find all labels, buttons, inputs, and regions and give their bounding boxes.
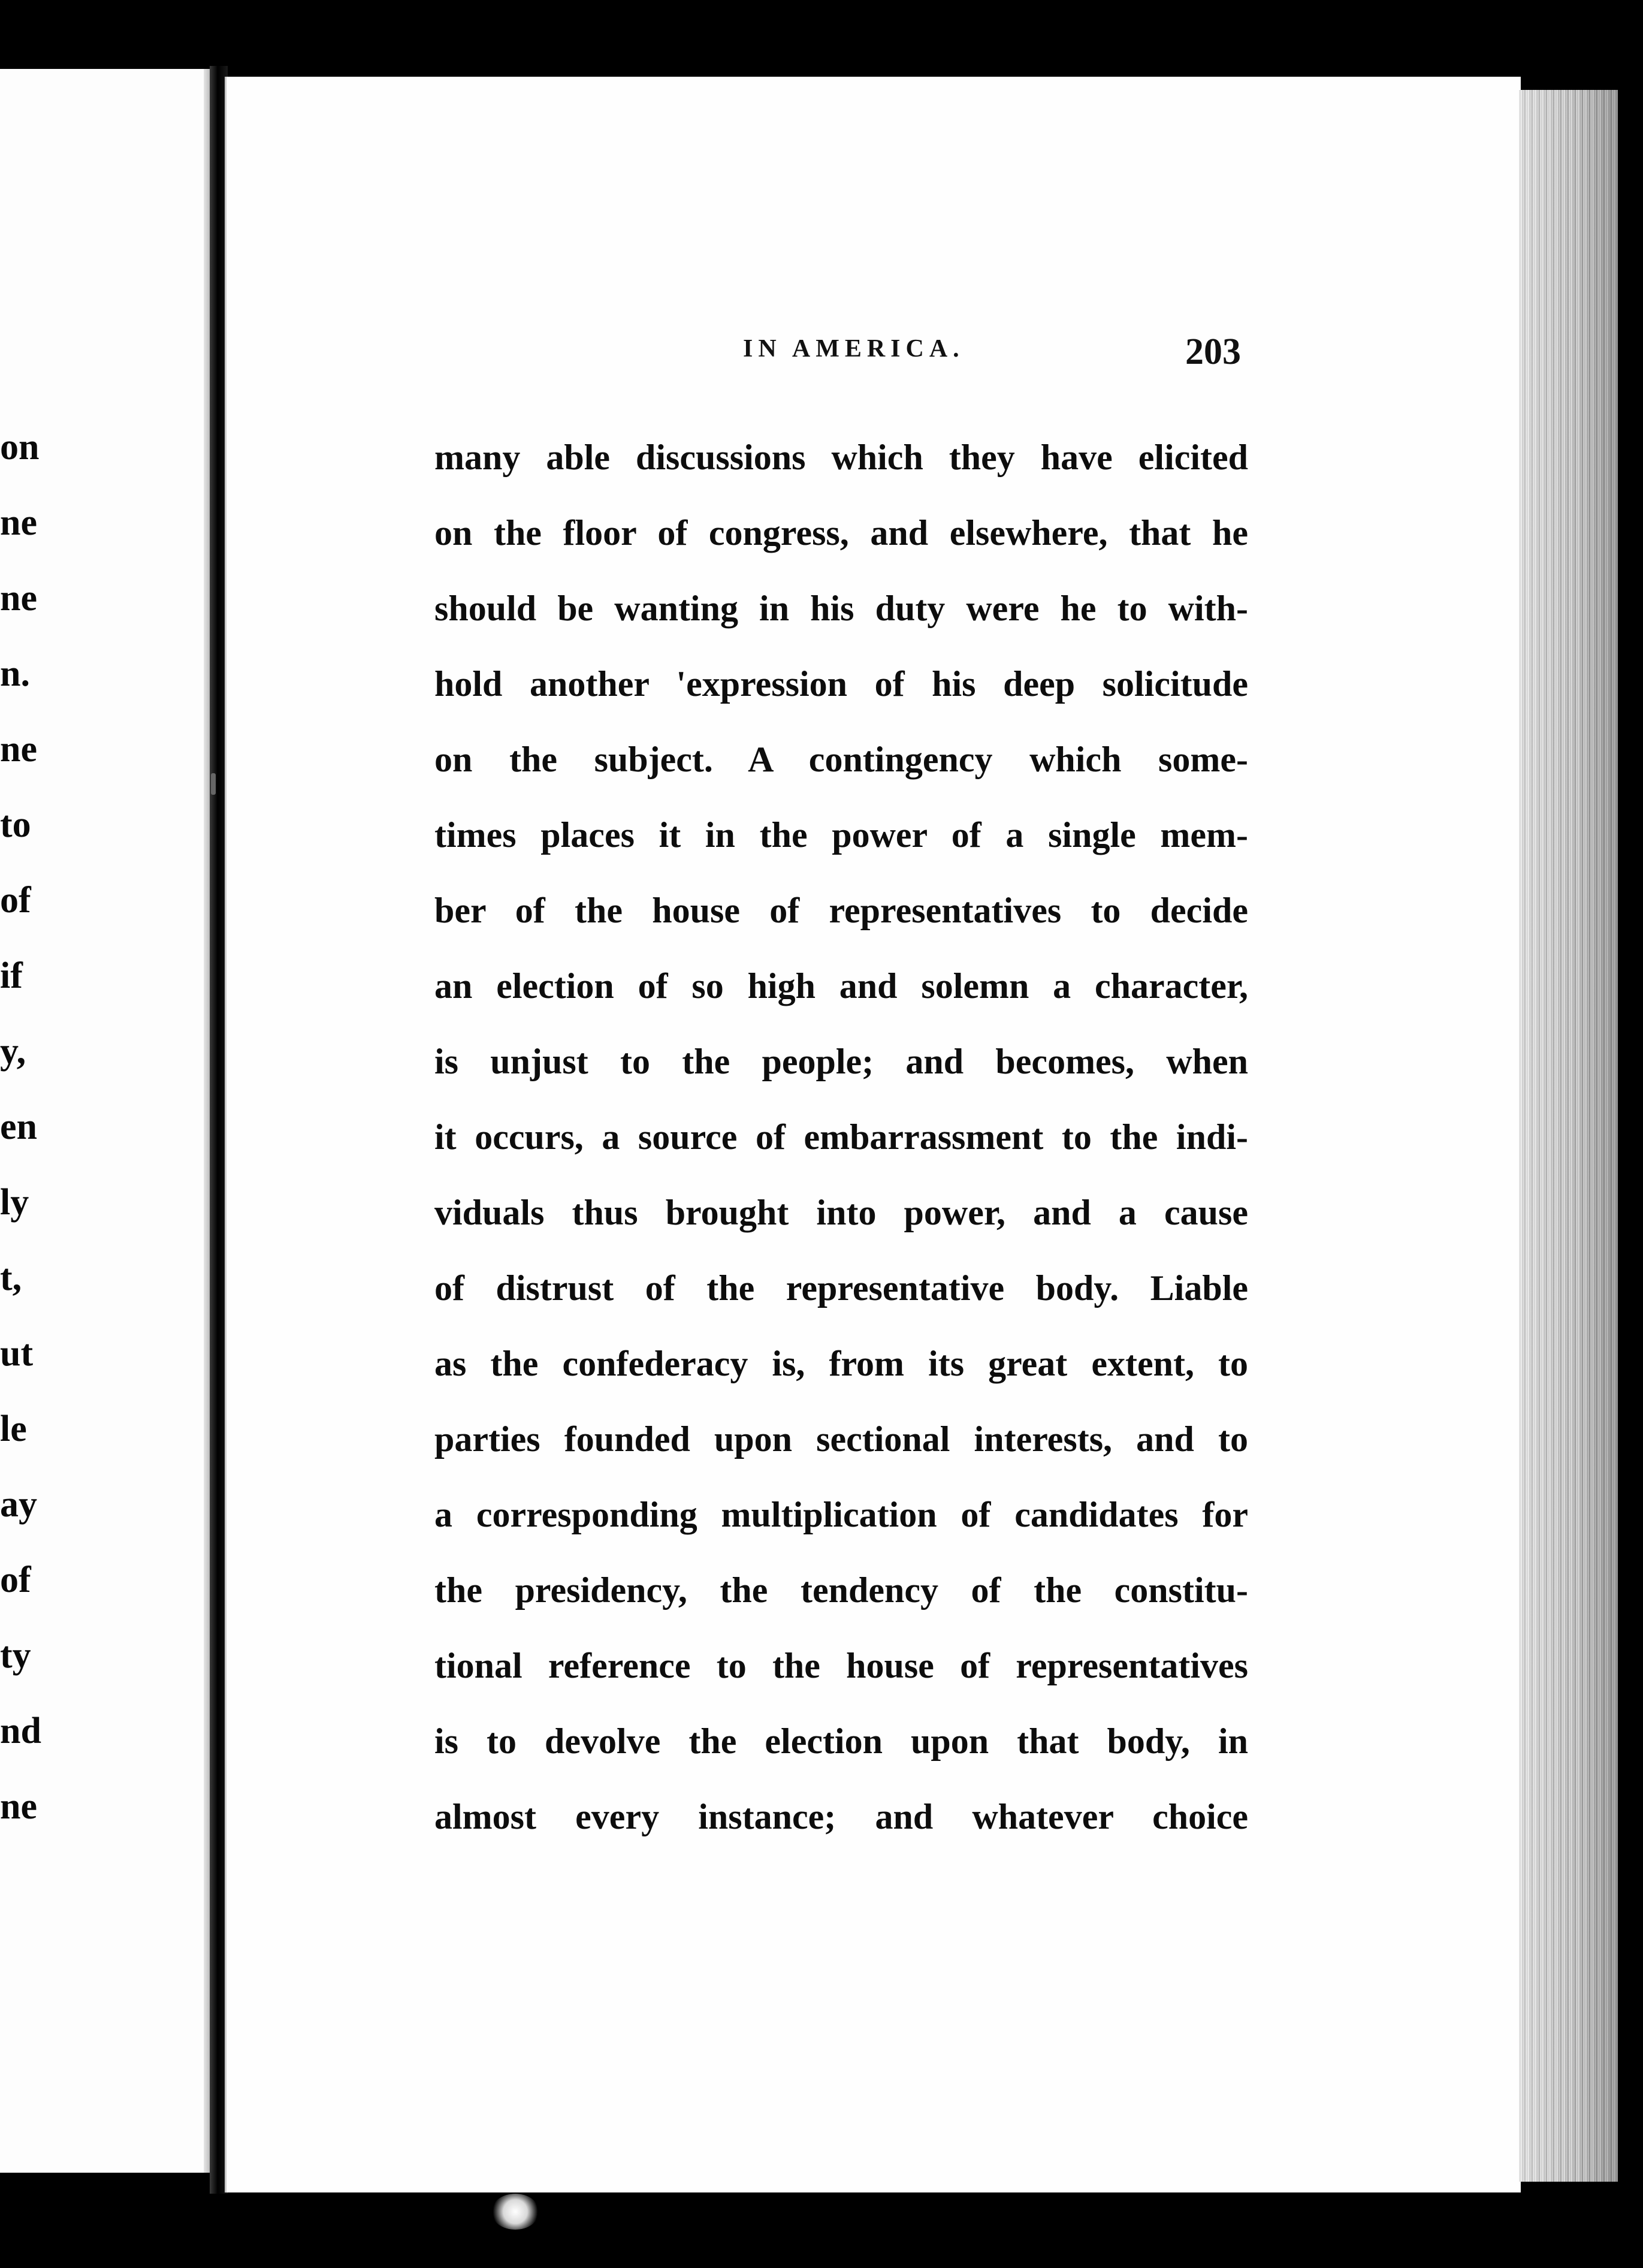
text-line: on the subject. A contingency which some- [434, 740, 1248, 779]
left-page-text-fragments [0, 69, 210, 2173]
text-line: it occurs, a source of embarrassment to the indi- [434, 1117, 1248, 1157]
left-fragment: n. [0, 653, 30, 694]
text-line: should be wanting in his duty were he to with- [434, 589, 1248, 628]
text-line: many able discussions which they have elicited [434, 438, 1248, 477]
text-line: viduals thus brought into power, and a cause [434, 1193, 1248, 1232]
left-fragment: ty [0, 1635, 31, 1676]
text-line: a corresponding multiplication of candidates for [434, 1495, 1248, 1534]
text-line: ber of the house of representatives to decide [434, 891, 1248, 930]
text-line: tional reference to the house of representatives [434, 1646, 1248, 1685]
text-line: times places it in the power of a single mem- [434, 815, 1248, 855]
left-fragment: en [0, 1106, 37, 1147]
left-page-edge [204, 69, 210, 2173]
left-fragment: ut [0, 1333, 34, 1374]
page-number: 203 [1185, 331, 1241, 372]
gutter-mark [211, 773, 216, 795]
body-text [434, 420, 1248, 1854]
text-line: parties founded upon sectional interests, and to [434, 1419, 1248, 1459]
left-fragment: if [0, 955, 23, 996]
text-line: of distrust of the representative body. Liable [434, 1268, 1248, 1308]
text-line: the presidency, the tendency of the constitu- [434, 1570, 1248, 1610]
left-fragment: to [0, 804, 31, 845]
text-line: as the confederacy is, from its great extent, to [434, 1344, 1248, 1383]
text-line: is unjust to the people; and becomes, when [434, 1042, 1248, 1081]
left-fragment: on [0, 427, 40, 468]
left-fragment: y, [0, 1031, 26, 1072]
text-line: hold another 'expression of his deep solicitude [434, 664, 1248, 704]
text-line: almost every instance; and whatever choice [434, 1797, 1248, 1836]
scan-light-spot [491, 2194, 539, 2230]
left-fragment: le [0, 1409, 27, 1449]
left-fragment: ne [0, 502, 37, 543]
left-fragment: of [0, 1560, 31, 1600]
text-line: on the floor of congress, and elsewhere, that he [434, 513, 1248, 553]
left-fragment: ly [0, 1182, 29, 1223]
left-fragment: t, [0, 1257, 22, 1298]
left-fragment: of [0, 880, 31, 921]
left-fragment: nd [0, 1711, 41, 1751]
left-fragment: ne [0, 1786, 37, 1827]
left-fragment: ne [0, 578, 37, 619]
running-head: IN AMERICA. [743, 335, 965, 363]
fore-edge-shadow [1519, 90, 1618, 2182]
text-line: an election of so high and solemn a character, [434, 966, 1248, 1006]
left-fragment: ne [0, 729, 37, 770]
text-line: is to devolve the election upon that body, in [434, 1721, 1248, 1761]
left-page [0, 69, 210, 2173]
left-fragment: ay [0, 1484, 37, 1525]
